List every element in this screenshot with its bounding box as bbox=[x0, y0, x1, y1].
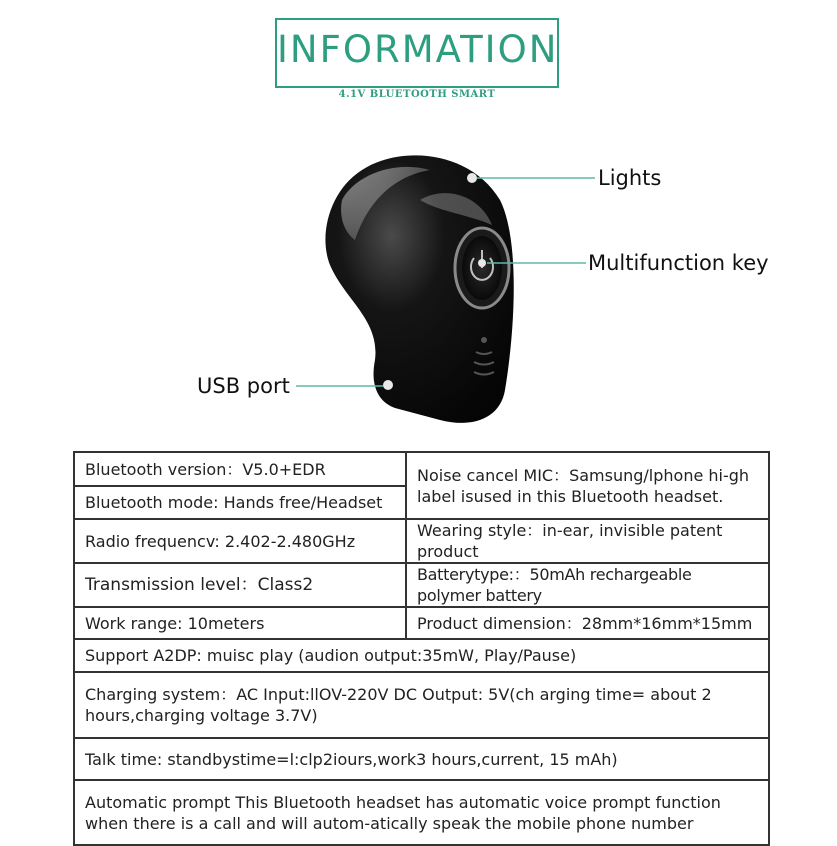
page-subtitle: 4.1V BLUETOOTH SMART bbox=[333, 89, 502, 100]
spec-table bbox=[73, 451, 770, 846]
spec-noise-cancel: Noise cancel MIC：Samsung/lphone hi-gh label isused in this Bluetooth headset. bbox=[406, 452, 769, 519]
spec-radio-frequency: Radio frequencv: 2.402-2.480GHz bbox=[74, 519, 406, 563]
lights-label: Lights bbox=[598, 166, 662, 190]
spec-bluetooth-version: Bluetooth version：V5.0+EDR bbox=[74, 452, 406, 486]
spec-transmission-level: Transmission level：Class2 bbox=[74, 563, 406, 607]
spec-product-dimension: Product dimension：28mm*16mm*15mm bbox=[406, 607, 769, 639]
multifunction-key-label: Multifunction key bbox=[588, 251, 769, 275]
spec-battery-type: Batterytype:：50mAh rechargeable polymer battery bbox=[406, 563, 769, 607]
spec-support-a2dp: Support A2DP: muisc play (audion output:35mW, Play/Pause) bbox=[74, 639, 769, 672]
spec-bluetooth-mode: Bluetooth mode: Hands free/Headset bbox=[74, 486, 406, 519]
lights-dot bbox=[467, 173, 477, 183]
spec-charging-system: Charging system：AC Input:llOV-220V DC Output: 5V(ch arging time= about 2 hours,charging voltage 3.7V) bbox=[74, 672, 769, 738]
spec-wearing-style: Wearing style：in-ear, invisible patent product bbox=[406, 519, 769, 563]
spec-work-range: Work range: 10meters bbox=[74, 607, 406, 639]
key-dot bbox=[478, 259, 486, 267]
spec-talk-time: Talk time: standbystime=l:clp2iours,work3 hours,current, 15 mAh) bbox=[74, 738, 769, 780]
spec-automatic-prompt: Automatic prompt This Bluetooth headset has automatic voice prompt function when there is a call and will autom-atically speak the mobile phone number bbox=[74, 780, 769, 845]
usb-port-dot bbox=[383, 380, 393, 390]
page-title: INFORMATION bbox=[277, 28, 559, 71]
usb-port-label: USB port bbox=[197, 374, 290, 398]
